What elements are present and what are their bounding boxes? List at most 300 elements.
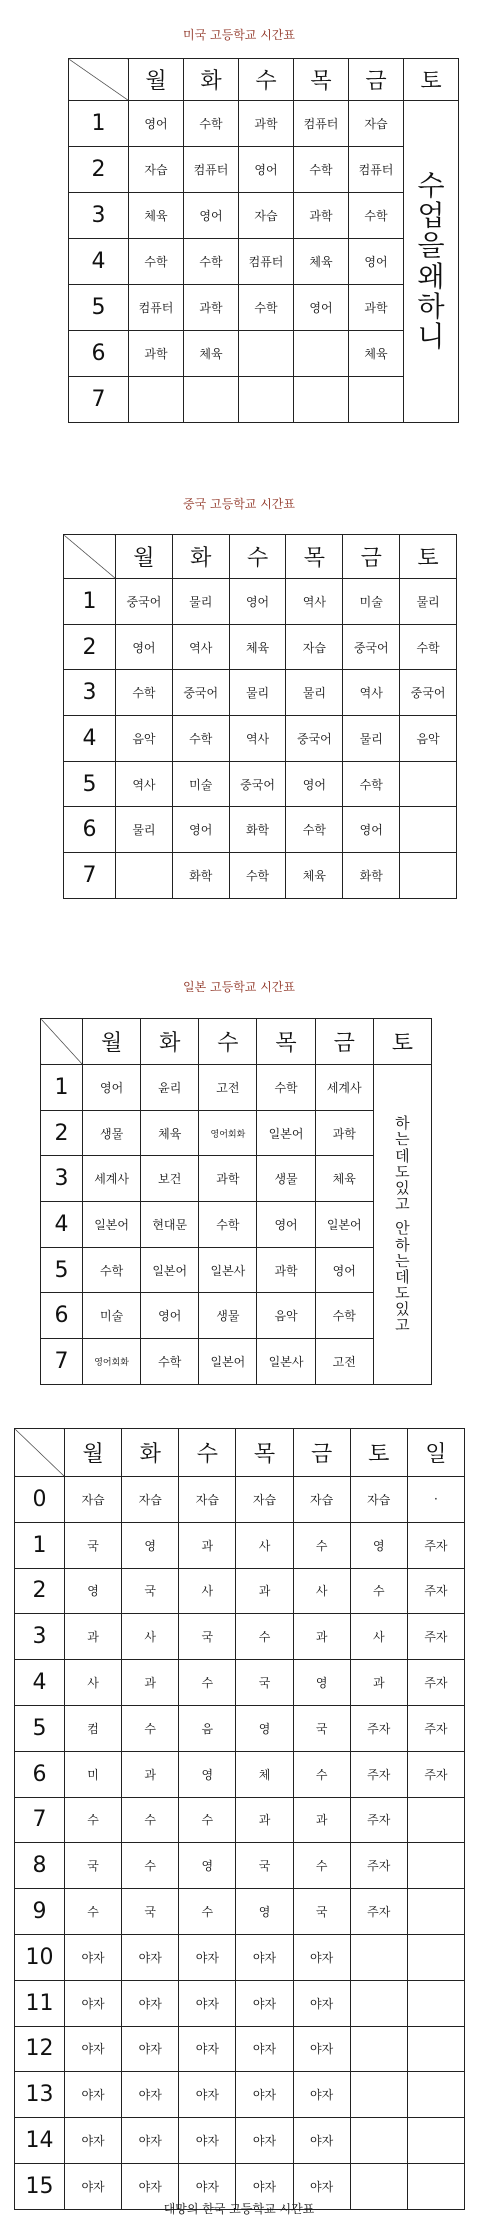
- subject-cell: [294, 331, 349, 377]
- subject-cell: 중국어: [229, 761, 286, 807]
- subject-cell: 수학: [129, 239, 184, 285]
- subject-cell: 역사: [172, 624, 229, 670]
- subject-cell: [239, 377, 294, 423]
- period-number: 3: [69, 193, 129, 239]
- subject-cell: 자습: [236, 1477, 293, 1523]
- subject-cell: 체: [236, 1751, 293, 1797]
- period-number: 4: [69, 239, 129, 285]
- corner-cell: [41, 1019, 83, 1065]
- subject-cell: 체육: [184, 331, 239, 377]
- subject-cell: 주자: [407, 1705, 464, 1751]
- day-header: 목: [286, 535, 343, 579]
- subject-cell: [407, 1797, 464, 1843]
- subject-cell: 주자: [407, 1522, 464, 1568]
- subject-cell: 야자: [122, 2163, 179, 2209]
- subject-cell: 주자: [407, 1660, 464, 1706]
- subject-cell: 영: [236, 1889, 293, 1935]
- subject-cell: 국: [293, 1889, 350, 1935]
- subject-cell: 국: [122, 1568, 179, 1614]
- subject-cell: 야자: [179, 2118, 236, 2164]
- subject-cell: 야자: [293, 2118, 350, 2164]
- subject-cell: 보건: [141, 1156, 199, 1202]
- subject-cell: 사: [65, 1660, 122, 1706]
- day-header: 월: [65, 1429, 122, 1477]
- subject-cell: 야자: [293, 1980, 350, 2026]
- period-number: 5: [15, 1705, 65, 1751]
- subject-cell: 자습: [350, 1477, 407, 1523]
- subject-cell: 중국어: [286, 716, 343, 762]
- day-header: 수: [239, 59, 294, 101]
- subject-cell: 중국어: [172, 670, 229, 716]
- subject-cell: 수: [179, 1660, 236, 1706]
- subject-cell: 야자: [122, 2072, 179, 2118]
- subject-cell: 고전: [199, 1065, 257, 1111]
- subject-cell: 수학: [184, 239, 239, 285]
- subject-cell: 윤리: [141, 1065, 199, 1111]
- subject-cell: 수: [122, 1705, 179, 1751]
- period-number: 13: [15, 2072, 65, 2118]
- day-header: 월: [83, 1019, 141, 1065]
- subject-cell: [239, 331, 294, 377]
- subject-cell: 영어: [229, 579, 286, 625]
- period-number: 7: [64, 853, 116, 899]
- subject-cell: 영어: [172, 807, 229, 853]
- subject-cell: 야자: [65, 2118, 122, 2164]
- subject-cell: 수학: [257, 1065, 315, 1111]
- subject-cell: 물리: [116, 807, 173, 853]
- period-number: 0: [15, 1477, 65, 1523]
- period-number: 8: [15, 1843, 65, 1889]
- subject-cell: 영어회화: [83, 1339, 141, 1385]
- period-number: 6: [15, 1751, 65, 1797]
- subject-cell: 주자: [350, 1889, 407, 1935]
- subject-cell: 미술: [343, 579, 400, 625]
- subject-cell: 영어: [349, 239, 404, 285]
- subject-cell: 야자: [179, 1980, 236, 2026]
- subject-cell: [116, 853, 173, 899]
- subject-cell: 수: [65, 1889, 122, 1935]
- subject-cell: 야자: [179, 2072, 236, 2118]
- subject-cell: ·: [407, 1477, 464, 1523]
- subject-cell: 국: [65, 1843, 122, 1889]
- day-header: 금: [343, 535, 400, 579]
- saturday-note: [373, 1065, 431, 1385]
- subject-cell: 과: [65, 1614, 122, 1660]
- subject-cell: 영어회화: [199, 1110, 257, 1156]
- subject-cell: [407, 2072, 464, 2118]
- subject-cell: 체육: [294, 239, 349, 285]
- subject-cell: 수: [65, 1797, 122, 1843]
- subject-cell: 영어: [141, 1293, 199, 1339]
- subject-cell: 야자: [122, 2118, 179, 2164]
- period-number: 11: [15, 1980, 65, 2026]
- subject-cell: 일본사: [257, 1339, 315, 1385]
- period-number: 1: [41, 1065, 83, 1111]
- subject-cell: 생물: [199, 1293, 257, 1339]
- period-number: 2: [41, 1110, 83, 1156]
- subject-cell: 생물: [83, 1110, 141, 1156]
- subject-cell: 수학: [199, 1202, 257, 1248]
- subject-cell: [400, 761, 457, 807]
- subject-cell: 화학: [343, 853, 400, 899]
- subject-cell: 일본어: [83, 1202, 141, 1248]
- subject-cell: 주자: [407, 1751, 464, 1797]
- period-number: 12: [15, 2026, 65, 2072]
- subject-cell: 중국어: [400, 670, 457, 716]
- subject-cell: 미술: [83, 1293, 141, 1339]
- subject-cell: 세계사: [83, 1156, 141, 1202]
- subject-cell: 중국어: [343, 624, 400, 670]
- subject-cell: 영어: [129, 101, 184, 147]
- day-header: 금: [293, 1429, 350, 1477]
- subject-cell: 역사: [343, 670, 400, 716]
- subject-cell: 자습: [122, 1477, 179, 1523]
- subject-cell: 야자: [236, 2026, 293, 2072]
- day-header: 토: [400, 535, 457, 579]
- subject-cell: 음악: [400, 716, 457, 762]
- subject-cell: 과학: [199, 1156, 257, 1202]
- china-title: 중국 고등학교 시간표: [183, 497, 295, 511]
- usa-title: 미국 고등학교 시간표: [183, 28, 295, 42]
- subject-cell: 수학: [286, 807, 343, 853]
- subject-cell: 야자: [65, 2026, 122, 2072]
- subject-cell: 주자: [350, 1797, 407, 1843]
- subject-cell: 주자: [350, 1705, 407, 1751]
- korea-caption: 대망의 한국 고등학교 시간표: [163, 2202, 315, 2216]
- subject-cell: 현대문: [141, 1202, 199, 1248]
- subject-cell: [350, 2026, 407, 2072]
- corner-cell: [64, 535, 116, 579]
- subject-cell: 일본어: [199, 1339, 257, 1385]
- subject-cell: 자습: [286, 624, 343, 670]
- subject-cell: 국: [236, 1660, 293, 1706]
- subject-cell: 수: [179, 1889, 236, 1935]
- period-number: 6: [69, 331, 129, 377]
- subject-cell: 자습: [129, 147, 184, 193]
- subject-cell: 자습: [239, 193, 294, 239]
- subject-cell: 과학: [349, 285, 404, 331]
- subject-cell: 체육: [229, 624, 286, 670]
- usa-timetable: [68, 58, 459, 423]
- subject-cell: 사: [179, 1568, 236, 1614]
- day-header: 월: [116, 535, 173, 579]
- period-number: 7: [41, 1339, 83, 1385]
- day-header: 화: [184, 59, 239, 101]
- day-header: 화: [172, 535, 229, 579]
- period-number: 1: [64, 579, 116, 625]
- day-header: 일: [407, 1429, 464, 1477]
- subject-cell: 야자: [122, 2026, 179, 2072]
- subject-cell: 수학: [294, 147, 349, 193]
- subject-cell: 수학: [141, 1339, 199, 1385]
- subject-cell: 물리: [172, 579, 229, 625]
- period-number: 4: [64, 716, 116, 762]
- subject-cell: 수학: [239, 285, 294, 331]
- subject-cell: 미: [65, 1751, 122, 1797]
- subject-cell: 영: [350, 1522, 407, 1568]
- subject-cell: 과: [179, 1522, 236, 1568]
- period-number: 7: [15, 1797, 65, 1843]
- day-header: 금: [349, 59, 404, 101]
- subject-cell: 컴: [65, 1705, 122, 1751]
- korea-timetable: [14, 1428, 465, 2210]
- subject-cell: 주자: [407, 1568, 464, 1614]
- subject-cell: 과학: [257, 1247, 315, 1293]
- subject-cell: 일본어: [315, 1202, 373, 1248]
- subject-cell: 국: [293, 1705, 350, 1751]
- subject-cell: 야자: [65, 2163, 122, 2209]
- subject-cell: 주자: [350, 1843, 407, 1889]
- subject-cell: 컴퓨터: [239, 239, 294, 285]
- subject-cell: 과학: [294, 193, 349, 239]
- subject-cell: [407, 2026, 464, 2072]
- subject-cell: 수학: [184, 101, 239, 147]
- period-number: 4: [41, 1202, 83, 1248]
- subject-cell: 야자: [122, 1980, 179, 2026]
- subject-cell: 영어: [116, 624, 173, 670]
- subject-cell: 영: [122, 1522, 179, 1568]
- subject-cell: 과학: [315, 1110, 373, 1156]
- subject-cell: 야자: [236, 1980, 293, 2026]
- subject-cell: 자습: [179, 1477, 236, 1523]
- day-header: 월: [129, 59, 184, 101]
- subject-cell: 영어: [343, 807, 400, 853]
- subject-cell: 국: [236, 1843, 293, 1889]
- subject-cell: 과학: [239, 101, 294, 147]
- subject-cell: [129, 377, 184, 423]
- subject-cell: 영: [293, 1660, 350, 1706]
- day-header: 수: [179, 1429, 236, 1477]
- subject-cell: 야자: [236, 2163, 293, 2209]
- period-number: 3: [64, 670, 116, 716]
- subject-cell: 수학: [116, 670, 173, 716]
- subject-cell: 수: [293, 1522, 350, 1568]
- subject-cell: [400, 807, 457, 853]
- subject-cell: 수: [350, 1568, 407, 1614]
- subject-cell: 수학: [400, 624, 457, 670]
- subject-cell: 자습: [293, 1477, 350, 1523]
- day-header: 금: [315, 1019, 373, 1065]
- subject-cell: 일본사: [199, 1247, 257, 1293]
- subject-cell: 야자: [179, 1934, 236, 1980]
- subject-cell: [407, 1934, 464, 1980]
- subject-cell: 수: [122, 1843, 179, 1889]
- period-number: 9: [15, 1889, 65, 1935]
- day-header: 목: [236, 1429, 293, 1477]
- subject-cell: 과: [236, 1797, 293, 1843]
- subject-cell: [400, 853, 457, 899]
- saturday-note: [404, 101, 459, 423]
- subject-cell: 과: [350, 1660, 407, 1706]
- subject-cell: 야자: [65, 1980, 122, 2026]
- subject-cell: 화학: [172, 853, 229, 899]
- subject-cell: 중국어: [116, 579, 173, 625]
- subject-cell: 야자: [179, 2026, 236, 2072]
- period-number: 7: [69, 377, 129, 423]
- subject-cell: 생물: [257, 1156, 315, 1202]
- subject-cell: 체육: [129, 193, 184, 239]
- subject-cell: 수학: [315, 1293, 373, 1339]
- subject-cell: 야자: [293, 2072, 350, 2118]
- subject-cell: 물리: [343, 716, 400, 762]
- japan-timetable: [40, 1018, 432, 1385]
- subject-cell: 야자: [65, 2072, 122, 2118]
- subject-cell: 사: [293, 1568, 350, 1614]
- subject-cell: 사: [350, 1614, 407, 1660]
- subject-cell: 체육: [315, 1156, 373, 1202]
- subject-cell: [407, 2118, 464, 2164]
- day-header: 목: [257, 1019, 315, 1065]
- subject-cell: 역사: [229, 716, 286, 762]
- period-number: 2: [15, 1568, 65, 1614]
- day-header: 수: [229, 535, 286, 579]
- subject-cell: 수: [179, 1797, 236, 1843]
- subject-cell: [184, 377, 239, 423]
- subject-cell: 수: [293, 1751, 350, 1797]
- subject-cell: 체육: [286, 853, 343, 899]
- subject-cell: 영어: [294, 285, 349, 331]
- subject-cell: 야자: [293, 2026, 350, 2072]
- subject-cell: 미술: [172, 761, 229, 807]
- subject-cell: [294, 377, 349, 423]
- subject-cell: 과: [122, 1751, 179, 1797]
- subject-cell: 수학: [229, 853, 286, 899]
- subject-cell: 화학: [229, 807, 286, 853]
- period-number: 5: [41, 1247, 83, 1293]
- subject-cell: 고전: [315, 1339, 373, 1385]
- period-number: 5: [69, 285, 129, 331]
- subject-cell: 컴퓨터: [349, 147, 404, 193]
- subject-cell: 수: [236, 1614, 293, 1660]
- subject-cell: 주자: [350, 1751, 407, 1797]
- subject-cell: 체육: [141, 1110, 199, 1156]
- period-number: 10: [15, 1934, 65, 1980]
- subject-cell: 물리: [286, 670, 343, 716]
- subject-cell: 수: [122, 1797, 179, 1843]
- subject-cell: 영어: [239, 147, 294, 193]
- subject-cell: 음: [179, 1705, 236, 1751]
- subject-cell: [350, 2118, 407, 2164]
- day-header: 목: [294, 59, 349, 101]
- subject-cell: 영: [65, 1568, 122, 1614]
- saturday-note-text: 수 업 을 왜 하 니: [417, 168, 445, 353]
- subject-cell: [407, 1843, 464, 1889]
- subject-cell: 자습: [349, 101, 404, 147]
- period-number: 2: [64, 624, 116, 670]
- subject-cell: 과: [122, 1660, 179, 1706]
- subject-cell: [350, 2072, 407, 2118]
- subject-cell: 컴퓨터: [129, 285, 184, 331]
- subject-cell: [407, 1889, 464, 1935]
- subject-cell: 수학: [83, 1247, 141, 1293]
- corner-cell: [69, 59, 129, 101]
- subject-cell: 체육: [349, 331, 404, 377]
- subject-cell: 음악: [257, 1293, 315, 1339]
- subject-cell: 국: [65, 1522, 122, 1568]
- china-timetable: [63, 534, 457, 899]
- subject-cell: [350, 1934, 407, 1980]
- period-number: 6: [41, 1293, 83, 1339]
- subject-cell: 야자: [65, 1934, 122, 1980]
- day-header: 토: [350, 1429, 407, 1477]
- subject-cell: 일본어: [257, 1110, 315, 1156]
- subject-cell: 컴퓨터: [294, 101, 349, 147]
- subject-cell: [350, 1980, 407, 2026]
- subject-cell: 야자: [122, 1934, 179, 1980]
- period-number: 14: [15, 2118, 65, 2164]
- japan-title: 일본 고등학교 시간표: [183, 980, 295, 994]
- subject-cell: 야자: [236, 1934, 293, 1980]
- subject-cell: 국: [122, 1889, 179, 1935]
- period-number: 5: [64, 761, 116, 807]
- subject-cell: 과: [236, 1568, 293, 1614]
- period-number: 3: [15, 1614, 65, 1660]
- subject-cell: 야자: [236, 2072, 293, 2118]
- subject-cell: 컴퓨터: [184, 147, 239, 193]
- subject-cell: 주자: [407, 1614, 464, 1660]
- subject-cell: 영어: [184, 193, 239, 239]
- subject-cell: 자습: [65, 1477, 122, 1523]
- subject-cell: 영: [179, 1751, 236, 1797]
- period-number: 4: [15, 1660, 65, 1706]
- subject-cell: 영어: [286, 761, 343, 807]
- period-number: 3: [41, 1156, 83, 1202]
- subject-cell: 음악: [116, 716, 173, 762]
- saturday-note-text: 하 는 데 도 있 고 안 하 는 데 도 있 고: [395, 1114, 410, 1335]
- subject-cell: 수학: [349, 193, 404, 239]
- subject-cell: [407, 1980, 464, 2026]
- subject-cell: 영: [179, 1843, 236, 1889]
- period-number: 1: [69, 101, 129, 147]
- subject-cell: 역사: [116, 761, 173, 807]
- subject-cell: 야자: [236, 2118, 293, 2164]
- subject-cell: 영어: [257, 1202, 315, 1248]
- subject-cell: 사: [122, 1614, 179, 1660]
- day-header: 화: [122, 1429, 179, 1477]
- subject-cell: 영어: [315, 1247, 373, 1293]
- day-header: 토: [404, 59, 459, 101]
- day-header: 수: [199, 1019, 257, 1065]
- subject-cell: 야자: [179, 2163, 236, 2209]
- subject-cell: 과: [293, 1614, 350, 1660]
- subject-cell: 역사: [286, 579, 343, 625]
- subject-cell: 과학: [129, 331, 184, 377]
- subject-cell: 수학: [343, 761, 400, 807]
- subject-cell: 세계사: [315, 1065, 373, 1111]
- subject-cell: 영어: [83, 1065, 141, 1111]
- period-number: 6: [64, 807, 116, 853]
- subject-cell: 야자: [293, 1934, 350, 1980]
- subject-cell: 과학: [184, 285, 239, 331]
- day-header: 토: [373, 1019, 431, 1065]
- subject-cell: 수: [293, 1843, 350, 1889]
- period-number: 2: [69, 147, 129, 193]
- subject-cell: 영: [236, 1705, 293, 1751]
- subject-cell: [349, 377, 404, 423]
- subject-cell: 일본어: [141, 1247, 199, 1293]
- subject-cell: 사: [236, 1522, 293, 1568]
- corner-cell: [15, 1429, 65, 1477]
- subject-cell: 과: [293, 1797, 350, 1843]
- subject-cell: 야자: [293, 2163, 350, 2209]
- subject-cell: 물리: [229, 670, 286, 716]
- day-header: 화: [141, 1019, 199, 1065]
- subject-cell: 물리: [400, 579, 457, 625]
- period-number: 1: [15, 1522, 65, 1568]
- subject-cell: 수학: [172, 716, 229, 762]
- period-number: 15: [15, 2163, 65, 2209]
- subject-cell: 국: [179, 1614, 236, 1660]
